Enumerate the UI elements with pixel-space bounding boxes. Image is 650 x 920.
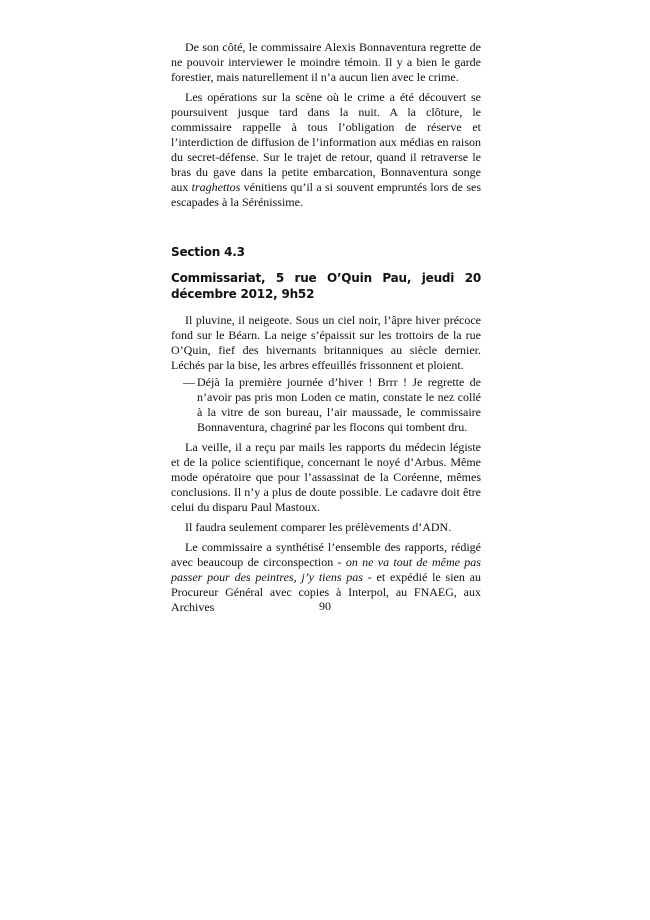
- paragraph-operations: [171, 90, 481, 210]
- dialogue-dash: —: [183, 375, 195, 389]
- paragraph-operations-tail: vénitiens qu’il a si souvent empruntés lors de ses escapades à la Sérénissime.: [171, 180, 481, 209]
- paragraph-reports: La veille, il a reçu par mails les rapports du médecin légiste et de la police scientifique, concernant le noyé d’Arbus. Même mode opératoire que pour l’assassinat de la Coréenne, mêmes conclusions. Il n’y a plus de doute possible. Le cadavre doit être celui du disparu Paul Mastoux.: [171, 440, 481, 514]
- page-number: 90: [319, 599, 331, 613]
- dialogue-text: Déjà la première journée d’hiver ! Brrr ! Je regrette de n’avoir pas pris mon Loden ce matin, constate le nez collé à la vitre de son bureau, l’air maussade, le commissaire Bonnaventura, chagriné par les flocons qui tombent dru.: [197, 375, 481, 434]
- paragraph-synthesis-start: Le commissaire a synthétisé l’ensemble des rapports, rédigé avec beaucoup de circonspection -: [171, 540, 481, 569]
- paragraph-synthesis-end: - et expédié le sien au Procureur Général avec copies à Interpol, au FNAEG, aux Archives: [171, 570, 481, 614]
- paragraph-witness: De son côté, le commissaire Alexis Bonnaventura regrette de ne pouvoir interviewer le moindre témoin. Il y a bien le garde forestier, mais naturellement il n’a aucun lien avec le crime.: [171, 40, 481, 84]
- italic-traghettos: traghettos: [191, 180, 241, 194]
- dialogue-block: [171, 375, 481, 435]
- section-label: Section 4.3: [171, 245, 245, 259]
- paragraph-operations-text: Les opérations sur la scène où le crime a été découvert se poursuivent jusque tard dans la nuit. A la clôture, le commissaire rappelle à tous l’obligation de réserve et l’interdiction de diffusion de l’information aux médias en raison du secret-défense. Sur le trajet de retour, quand il retraverse le bras du gave dans la petite embarcation, Bonnaventura songe aux: [171, 90, 481, 194]
- paragraph-dna: Il faudra seulement comparer les prélèvements d’ADN.: [185, 520, 452, 534]
- section-heading: [171, 244, 481, 302]
- section-title: Commissariat, 5 rue O’Quin Pau, jeudi 20 décembre 2012, 9h52: [171, 271, 481, 301]
- italic-aside: on ne va tout de même pas passer pour des peintres, j’y tiens pas: [171, 555, 481, 584]
- page-body: [171, 40, 481, 615]
- paragraph-weather: Il pluvine, il neigeote. Sous un ciel noir, l’âpre hiver précoce fond sur le Béarn. La neige s’épaissit sur les trottoirs de la rue O’Quin, fief des hivernants britanniques au siècle dernier. Léchés par la bise, les arbres effeuillés frissonnent et ploient.: [171, 313, 481, 372]
